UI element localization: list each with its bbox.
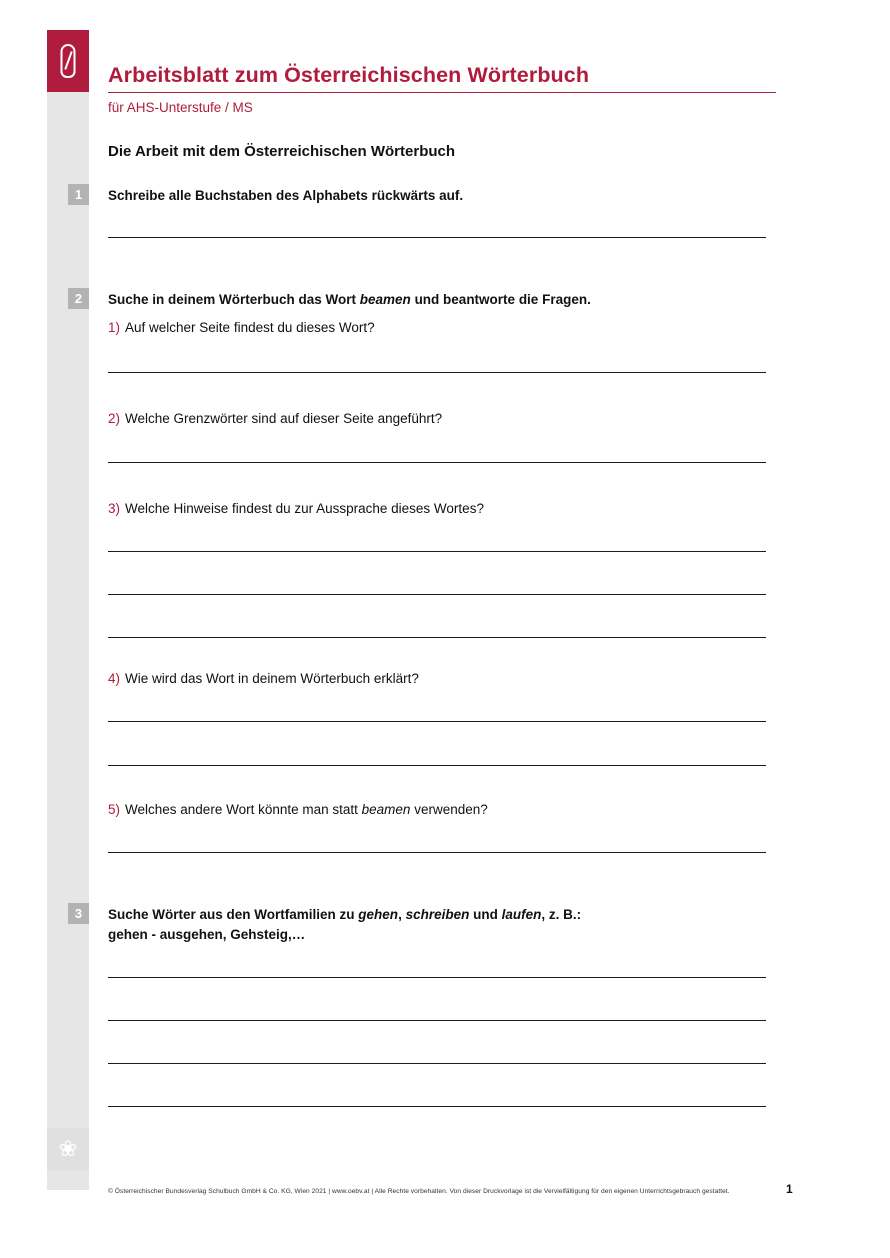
answer-line[interactable]: [108, 1106, 766, 1107]
task-number-1: 1: [68, 184, 89, 205]
sub-question-5-index: 5): [108, 802, 121, 817]
sub-question-4-text: Wie wird das Wort in deinem Wörterbuch erklärt?: [125, 671, 419, 686]
answer-line[interactable]: [108, 594, 766, 595]
task-prompt-2-keyword: beamen: [359, 292, 411, 307]
sub-question-1: [108, 320, 778, 335]
sub-question-5-keyword: beamen: [361, 802, 411, 817]
task-number-2: 2: [68, 288, 89, 309]
answer-line[interactable]: [108, 637, 766, 638]
sub-question-4: [108, 671, 778, 686]
answer-line[interactable]: [108, 977, 766, 978]
sub-question-2-index: 2): [108, 411, 121, 426]
sub-question-3-index: 3): [108, 501, 121, 516]
task-prompt-3-keyword-1: gehen: [358, 907, 399, 922]
sub-question-3-text: Welche Hinweise findest du zur Aussprache dieses Wortes?: [125, 501, 484, 516]
task-number-3: 3: [68, 903, 89, 924]
answer-line[interactable]: [108, 462, 766, 463]
sub-question-5-part-c: verwenden?: [410, 802, 488, 817]
flower-badge: [47, 1128, 89, 1170]
section-heading: Die Arbeit mit dem Österreichischen Wörterbuch: [108, 143, 456, 160]
task-prompt-2-part-c: und beantworte die Fragen.: [410, 292, 591, 307]
task-prompt-3-part-a: Suche Wörter aus den Wortfamilien zu: [108, 907, 359, 922]
sub-question-3: [108, 501, 778, 516]
pencil-icon: [61, 44, 76, 78]
publisher-logo: [47, 30, 89, 92]
task-prompt-2: [108, 290, 778, 310]
page-number: 1: [786, 1182, 793, 1196]
answer-line[interactable]: [108, 1020, 766, 1021]
task-prompt-3-part-g: , z. B.:: [541, 907, 582, 922]
page-title: Arbeitsblatt zum Österreichischen Wörterbuch: [108, 63, 590, 87]
task-prompt-2-part-a: Suche in deinem Wörterbuch das Wort: [108, 292, 360, 307]
task-prompt-3-part-e: und: [469, 907, 502, 922]
task-prompt-3-keyword-2: schreiben: [405, 907, 470, 922]
copyright-footer: © Österreichischer Bundesverlag Schulbuch GmbH & Co. KG, Wien 2021 | www.oebv.at | Alle Rechte vorbehalten. Von dieser Druckvorlage ist die Vervielfältigung für den eigenen Unterrichtsgebrauch gestattet.: [108, 1188, 730, 1195]
answer-line[interactable]: [108, 765, 766, 766]
page-subtitle: für AHS-Unterstufe / MS: [108, 100, 253, 115]
answer-line[interactable]: [108, 852, 766, 853]
answer-line[interactable]: [108, 1063, 766, 1064]
answer-line[interactable]: [108, 372, 766, 373]
flower-icon: ❀: [58, 1136, 78, 1161]
task-prompt-3-part-c: ,: [398, 907, 406, 922]
task-prompt-3-keyword-3: laufen: [501, 907, 542, 922]
sub-question-4-index: 4): [108, 671, 121, 686]
sub-question-5-part-a: Welches andere Wort könnte man statt: [125, 802, 362, 817]
answer-line[interactable]: [108, 237, 766, 238]
sub-question-1-text: Auf welcher Seite findest du dieses Wort?: [125, 320, 375, 335]
sub-question-1-index: 1): [108, 320, 121, 335]
task-prompt-3-example: gehen - ausgehen, Gehsteig,…: [108, 926, 306, 942]
answer-line[interactable]: [108, 551, 766, 552]
sub-question-5: [108, 802, 778, 817]
answer-line[interactable]: [108, 721, 766, 722]
sub-question-2: [108, 411, 778, 426]
title-divider: [108, 92, 776, 93]
task-prompt-3: [108, 905, 778, 944]
task-prompt-1: Schreibe alle Buchstaben des Alphabets rückwärts auf.: [108, 188, 464, 203]
sub-question-2-text: Welche Grenzwörter sind auf dieser Seite angeführt?: [125, 411, 443, 426]
